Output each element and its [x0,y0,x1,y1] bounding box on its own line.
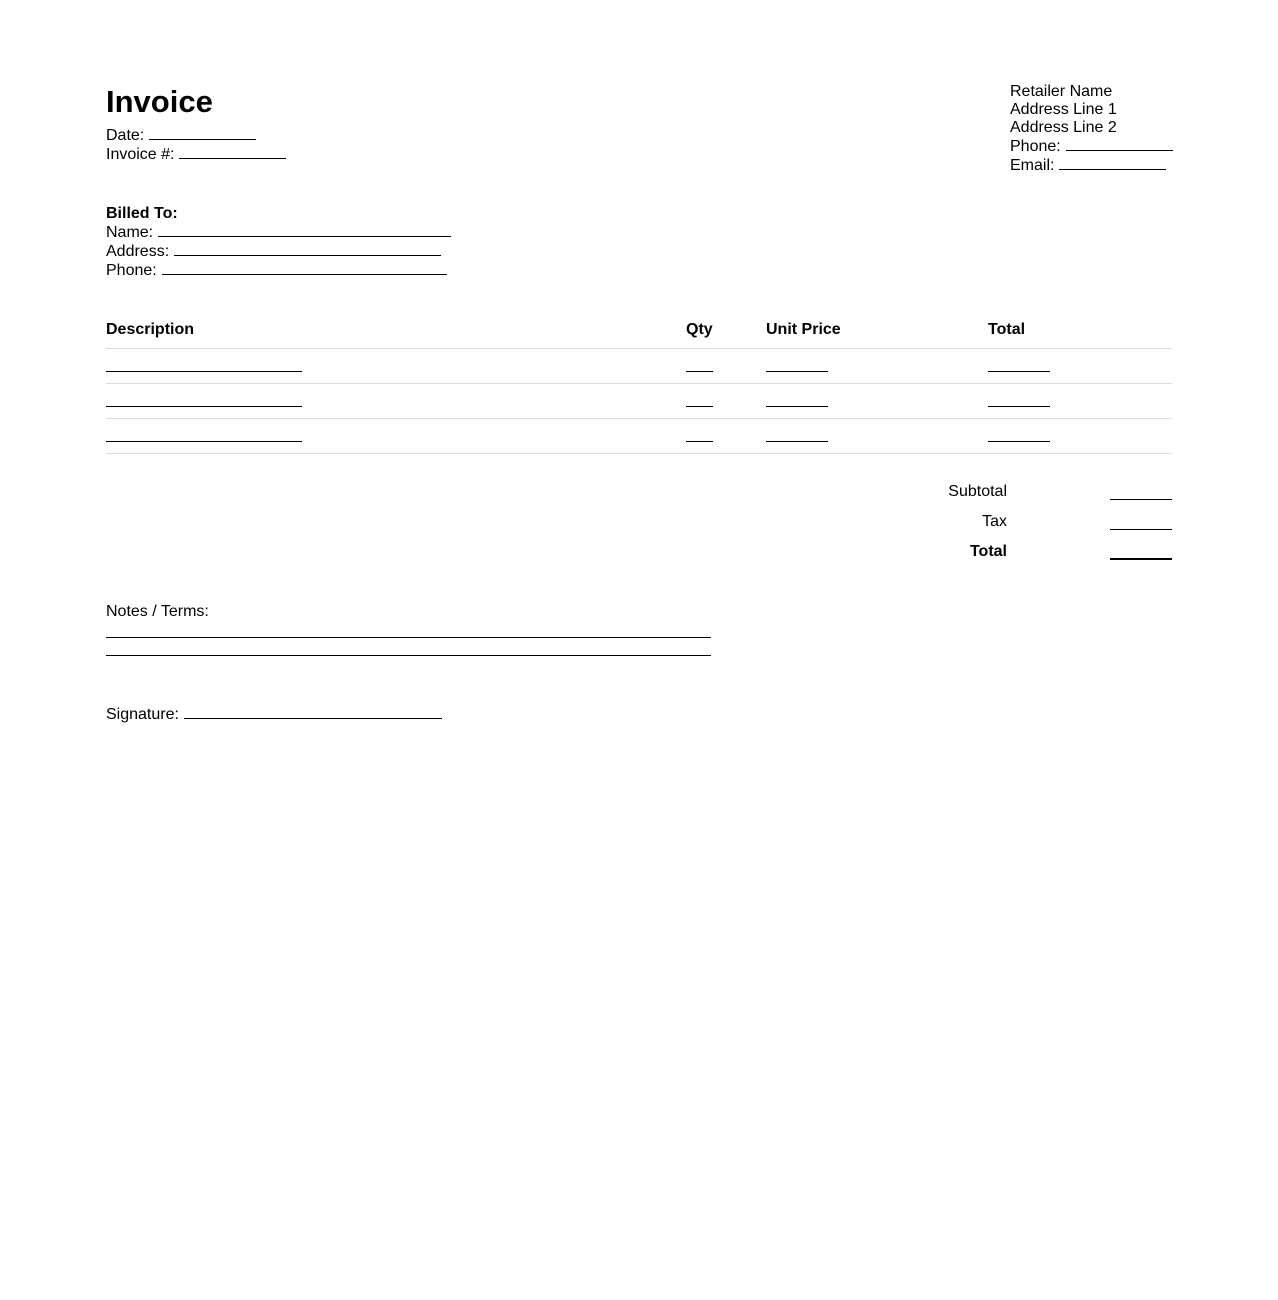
notes-line-2[interactable] [106,655,711,656]
billed-name-label: Name: [106,224,154,241]
notes-line-1[interactable] [106,637,711,638]
total-field[interactable] [988,441,1050,442]
row-divider [106,418,1172,419]
retailer-email-field[interactable] [1059,156,1166,170]
row-divider [106,383,1172,384]
column-header-description: Description [106,321,195,338]
subtotal-label: Subtotal [948,483,1007,500]
billed-address-field[interactable] [174,242,441,256]
column-header-unit-price: Unit Price [766,321,841,338]
date-field[interactable] [149,126,256,140]
description-field[interactable] [106,406,302,407]
total-field[interactable] [988,406,1050,407]
total-field[interactable] [1110,558,1172,560]
tax-field[interactable] [1110,529,1172,530]
qty-field[interactable] [686,441,713,442]
retailer-address-2: Address Line 2 [1010,119,1117,136]
qty-field[interactable] [686,371,713,372]
unit-price-field[interactable] [766,441,828,442]
retailer-phone-label: Phone: [1010,138,1061,155]
description-field[interactable] [106,441,302,442]
invoice-number-label: Invoice #: [106,146,175,163]
billed-phone-field[interactable] [162,261,447,275]
billed-address-label: Address: [106,243,170,260]
retailer-name: Retailer Name [1010,83,1113,100]
tax-label: Tax [982,513,1007,530]
billed-phone-label: Phone: [106,262,157,279]
total-label: Total [969,543,1007,560]
retailer-info [1010,83,1173,175]
date-label: Date: [106,127,145,144]
retailer-phone-field[interactable] [1066,137,1173,151]
retailer-email-label: Email: [1010,157,1055,174]
invoice-number-field[interactable] [179,145,286,159]
row-divider [106,453,1172,454]
notes-label: Notes / Terms: [106,603,209,620]
billed-name-field[interactable] [158,223,451,237]
signature-label: Signature: [106,706,179,723]
description-field[interactable] [106,371,302,372]
billed-to-heading: Billed To: [106,205,178,222]
column-header-qty: Qty [686,321,713,338]
qty-field[interactable] [686,406,713,407]
unit-price-field[interactable] [766,406,828,407]
retailer-address-1: Address Line 1 [1010,101,1117,118]
billed-to [106,205,451,280]
signature-field[interactable] [184,705,442,719]
total-field[interactable] [988,371,1050,372]
unit-price-field[interactable] [766,371,828,372]
page-title: Invoice [106,84,213,119]
column-header-total: Total [988,321,1026,338]
row-divider [106,348,1172,349]
invoice-header [106,84,286,164]
subtotal-field[interactable] [1110,499,1172,500]
